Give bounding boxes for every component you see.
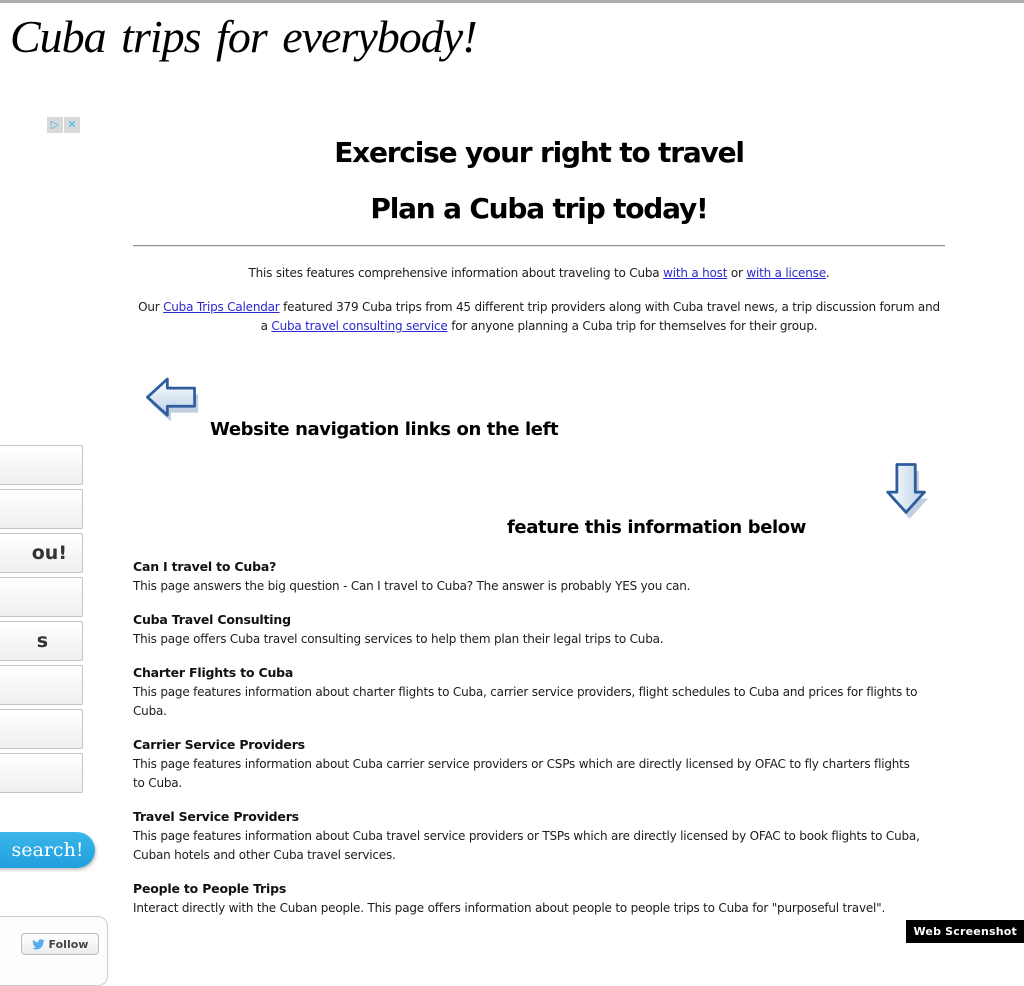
headline-right-to-travel: Exercise your right to travel bbox=[334, 136, 744, 169]
twitter-bird-icon bbox=[32, 939, 45, 950]
divider bbox=[133, 245, 945, 247]
web-screenshot-watermark: Web Screenshot bbox=[906, 920, 1024, 943]
link-cuba-trips-calendar[interactable]: Cuba Trips Calendar bbox=[163, 300, 280, 314]
down-arrow-icon bbox=[884, 460, 930, 526]
sidebar-item[interactable] bbox=[0, 533, 83, 573]
feature-note-heading: feature this information below bbox=[507, 517, 806, 538]
topic-title: Cuba Travel Consulting bbox=[133, 612, 291, 627]
link-cuba-travel-consulting-service[interactable]: Cuba travel consulting service bbox=[271, 319, 448, 333]
topic-travel-consulting bbox=[133, 611, 923, 649]
ad-close-icon[interactable]: ✕ bbox=[64, 117, 80, 133]
ad-choices-icon[interactable]: ▷ bbox=[47, 117, 63, 133]
main-content bbox=[133, 0, 945, 943]
left-arrow-icon bbox=[142, 372, 200, 426]
topic-can-i-travel bbox=[133, 558, 923, 596]
search-button[interactable]: search! bbox=[0, 832, 95, 868]
overview-paragraph bbox=[133, 298, 945, 336]
topic-description: This page offers Cuba travel consulting services to help them plan their legal trips to Cuba. bbox=[133, 632, 664, 646]
sidebar-item[interactable] bbox=[0, 621, 83, 661]
ad-choices-badge bbox=[47, 117, 80, 133]
sidebar-item[interactable] bbox=[0, 709, 83, 749]
topic-description: Interact directly with the Cuban people. This page offers information about people to people trips to Cuba for "purposeful travel". bbox=[133, 901, 886, 915]
topic-description: This page features information about Cuba travel service providers or TSPs which are directly licensed by OFAC to book flights to Cuba, Cuban hotels and other Cuba travel services. bbox=[133, 829, 920, 862]
overview-text: for anyone planning a Cuba trip for themselves for their group. bbox=[447, 319, 818, 333]
sidebar-item-label: s bbox=[36, 630, 48, 652]
topic-carrier-service-providers bbox=[133, 736, 923, 793]
overview-text: featured 379 Cuba trips from 45 different trip providers along with Cuba travel news, a trip discussion forum and a bbox=[260, 300, 940, 333]
link-with-a-host[interactable]: with a host bbox=[663, 266, 728, 280]
sidebar-nav bbox=[0, 445, 83, 797]
sidebar-item[interactable] bbox=[0, 577, 83, 617]
sidebar-item-label: ou! bbox=[31, 542, 67, 564]
intro-text: or bbox=[727, 266, 747, 280]
nav-note-heading: Website navigation links on the left bbox=[210, 419, 559, 440]
intro-text: . bbox=[825, 266, 830, 280]
twitter-widget-box bbox=[0, 916, 108, 986]
topic-list bbox=[133, 558, 923, 933]
topic-travel-service-providers bbox=[133, 808, 923, 865]
twitter-follow-button[interactable] bbox=[21, 933, 99, 955]
topic-title: Travel Service Providers bbox=[133, 809, 299, 824]
topic-description: This page features information about charter flights to Cuba, carrier service providers, flight schedules to Cuba and prices for flights to Cuba. bbox=[133, 685, 918, 718]
page-title: Cuba trips for everybody! bbox=[10, 11, 477, 62]
topic-title: People to People Trips bbox=[133, 881, 287, 896]
overview-text: Our bbox=[138, 300, 164, 314]
topic-charter-flights bbox=[133, 664, 923, 721]
topic-people-to-people bbox=[133, 880, 923, 918]
topic-title: Charter Flights to Cuba bbox=[133, 665, 294, 680]
sidebar-item[interactable] bbox=[0, 665, 83, 705]
sidebar-item[interactable] bbox=[0, 753, 83, 793]
link-with-a-license[interactable]: with a license bbox=[746, 266, 826, 280]
topic-description: This page answers the big question - Can I travel to Cuba? The answer is probably YES you can. bbox=[133, 579, 691, 593]
sidebar-item[interactable] bbox=[0, 489, 83, 529]
intro-text: This sites features comprehensive information about traveling to Cuba bbox=[248, 266, 664, 280]
topic-title: Carrier Service Providers bbox=[133, 737, 305, 752]
topic-description: This page features information about Cuba carrier service providers or CSPs which are directly licensed by OFAC to fly charters flights to Cuba. bbox=[133, 757, 910, 790]
intro-paragraph bbox=[133, 264, 945, 283]
headline-plan-trip: Plan a Cuba trip today! bbox=[370, 192, 708, 225]
sidebar-item[interactable] bbox=[0, 445, 83, 485]
topic-title: Can I travel to Cuba? bbox=[133, 559, 277, 574]
follow-label: Follow bbox=[48, 937, 89, 951]
